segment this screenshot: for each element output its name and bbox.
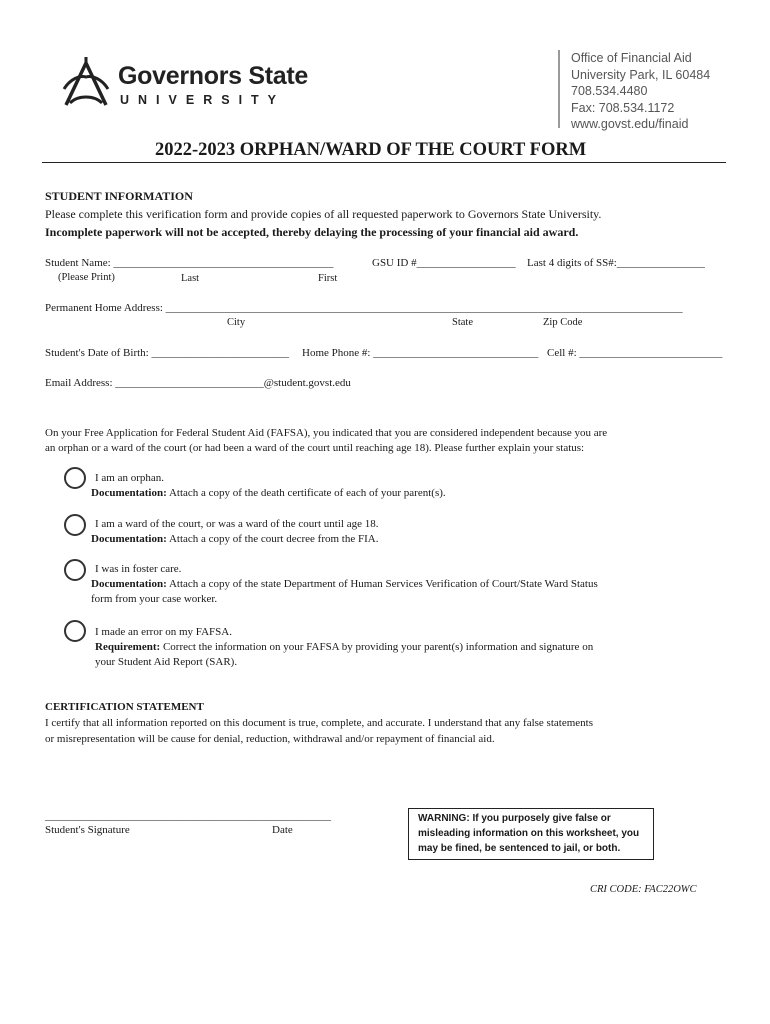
orphan-label: I am an orphan. — [95, 472, 165, 484]
gsu-logo-mark — [60, 55, 112, 109]
foster-care-documentation-cont: form from your case worker. — [91, 593, 218, 605]
fafsa-error-requirement — [95, 641, 593, 653]
date-of-birth-field[interactable]: Student's Date of Birth: _________________________ — [45, 347, 289, 359]
date-caption: Date — [272, 824, 293, 836]
office-line-1: Office of Financial Aid — [571, 51, 692, 65]
incomplete-warning: Incomplete paperwork will not be accepted, thereby delaying the processing of your financial aid award. — [45, 225, 579, 239]
doc-text: Attach a copy of the court decree from the FIA. — [168, 533, 379, 545]
doc-text: Attach a copy of the state Department of Human Services Verification of Court/State Ward Status — [168, 578, 598, 590]
email-field[interactable]: Email Address: ___________________________@student.govst.edu — [45, 377, 351, 389]
cri-code: CRI CODE: FAC22OWC — [590, 884, 697, 895]
office-address — [571, 50, 710, 133]
doc-key: Documentation: — [91, 487, 167, 499]
home-phone-field[interactable]: Home Phone #: ______________________________ — [302, 347, 539, 359]
logo-name: Governors State — [118, 62, 309, 90]
signature-line[interactable]: ____________________________________________________ — [45, 810, 331, 822]
cell-phone-field[interactable]: Cell #: __________________________ — [547, 347, 723, 359]
foster-care-documentation — [91, 578, 598, 590]
state-caption: State — [452, 317, 473, 328]
last-name-caption: Last — [181, 273, 200, 284]
first-name-caption: First — [318, 273, 338, 284]
fafsa-text-line-2: an orphan or a ward of the court (or had been a ward of the court until reaching age 18). Please further explain your status: — [45, 442, 585, 454]
zip-caption: Zip Code — [543, 317, 583, 328]
student-signature-caption: Student's Signature — [45, 824, 130, 836]
section-heading-student-info: STUDENT INFORMATION — [45, 189, 193, 203]
ward-of-court-documentation — [91, 533, 378, 545]
requirement-text: Correct the information on your FAFSA by providing your parent(s) information and signature on — [162, 641, 594, 653]
office-line-5: www.govst.edu/finaid — [571, 117, 689, 131]
ward-of-court-radio[interactable] — [64, 514, 86, 536]
header-divider — [558, 50, 560, 128]
warning-box: WARNING: If you purposely give false or misleading information on this worksheet, you may be fined, be sentenced to jail, or both. — [408, 808, 654, 860]
certification-line-2: or misrepresentation will be cause for denial, reduction, withdrawal and/or repayment of financial aid. — [45, 733, 495, 745]
ssn-field[interactable]: Last 4 digits of SS#:________________ — [527, 257, 705, 269]
please-print-hint: (Please Print) — [58, 272, 115, 283]
page-title: 2022-2023 ORPHAN/WARD OF THE COURT FORM — [155, 140, 587, 160]
orphan-documentation — [91, 487, 446, 499]
section-heading-certification: CERTIFICATION STATEMENT — [45, 701, 204, 713]
certification-line-1: I certify that all information reported on this document is true, complete, and accurate. I understand that any false statements — [45, 717, 593, 729]
fafsa-error-requirement-cont: your Student Aid Report (SAR). — [95, 656, 238, 668]
requirement-key: Requirement: — [95, 641, 161, 653]
doc-key: Documentation: — [91, 578, 167, 590]
fafsa-text-line-1: On your Free Application for Federal Student Aid (FAFSA), you indicated that you are considered independent because you are — [45, 427, 608, 439]
city-caption: City — [227, 317, 246, 328]
doc-text: Attach a copy of the death certificate of each of your parent(s). — [168, 487, 446, 499]
gsu-id-field[interactable]: GSU ID #__________________ — [372, 257, 516, 269]
fafsa-error-radio[interactable] — [64, 620, 86, 642]
doc-key: Documentation: — [91, 533, 167, 545]
student-name-field[interactable]: Student Name: ________________________________________ — [45, 257, 334, 269]
orphan-radio[interactable] — [64, 467, 86, 489]
foster-care-radio[interactable] — [64, 559, 86, 581]
logo-sub: UNIVERSITY — [120, 93, 286, 107]
ward-of-court-label: I am a ward of the court, or was a ward of the court until age 18. — [95, 518, 379, 530]
office-line-4: Fax: 708.534.1172 — [571, 100, 675, 115]
student-info-intro: Please complete this verification form and provide copies of all requested paperwork to Governors State University. — [45, 207, 602, 221]
home-address-field[interactable]: Permanent Home Address: ______________________________________________________________________________________________ — [45, 302, 683, 314]
title-rule — [42, 162, 726, 163]
foster-care-label: I was in foster care. — [95, 563, 182, 575]
office-line-3: 708.534.4480 — [571, 84, 648, 98]
fafsa-error-label: I made an error on my FAFSA. — [95, 626, 232, 638]
office-line-2: University Park, IL 60484 — [571, 67, 711, 82]
